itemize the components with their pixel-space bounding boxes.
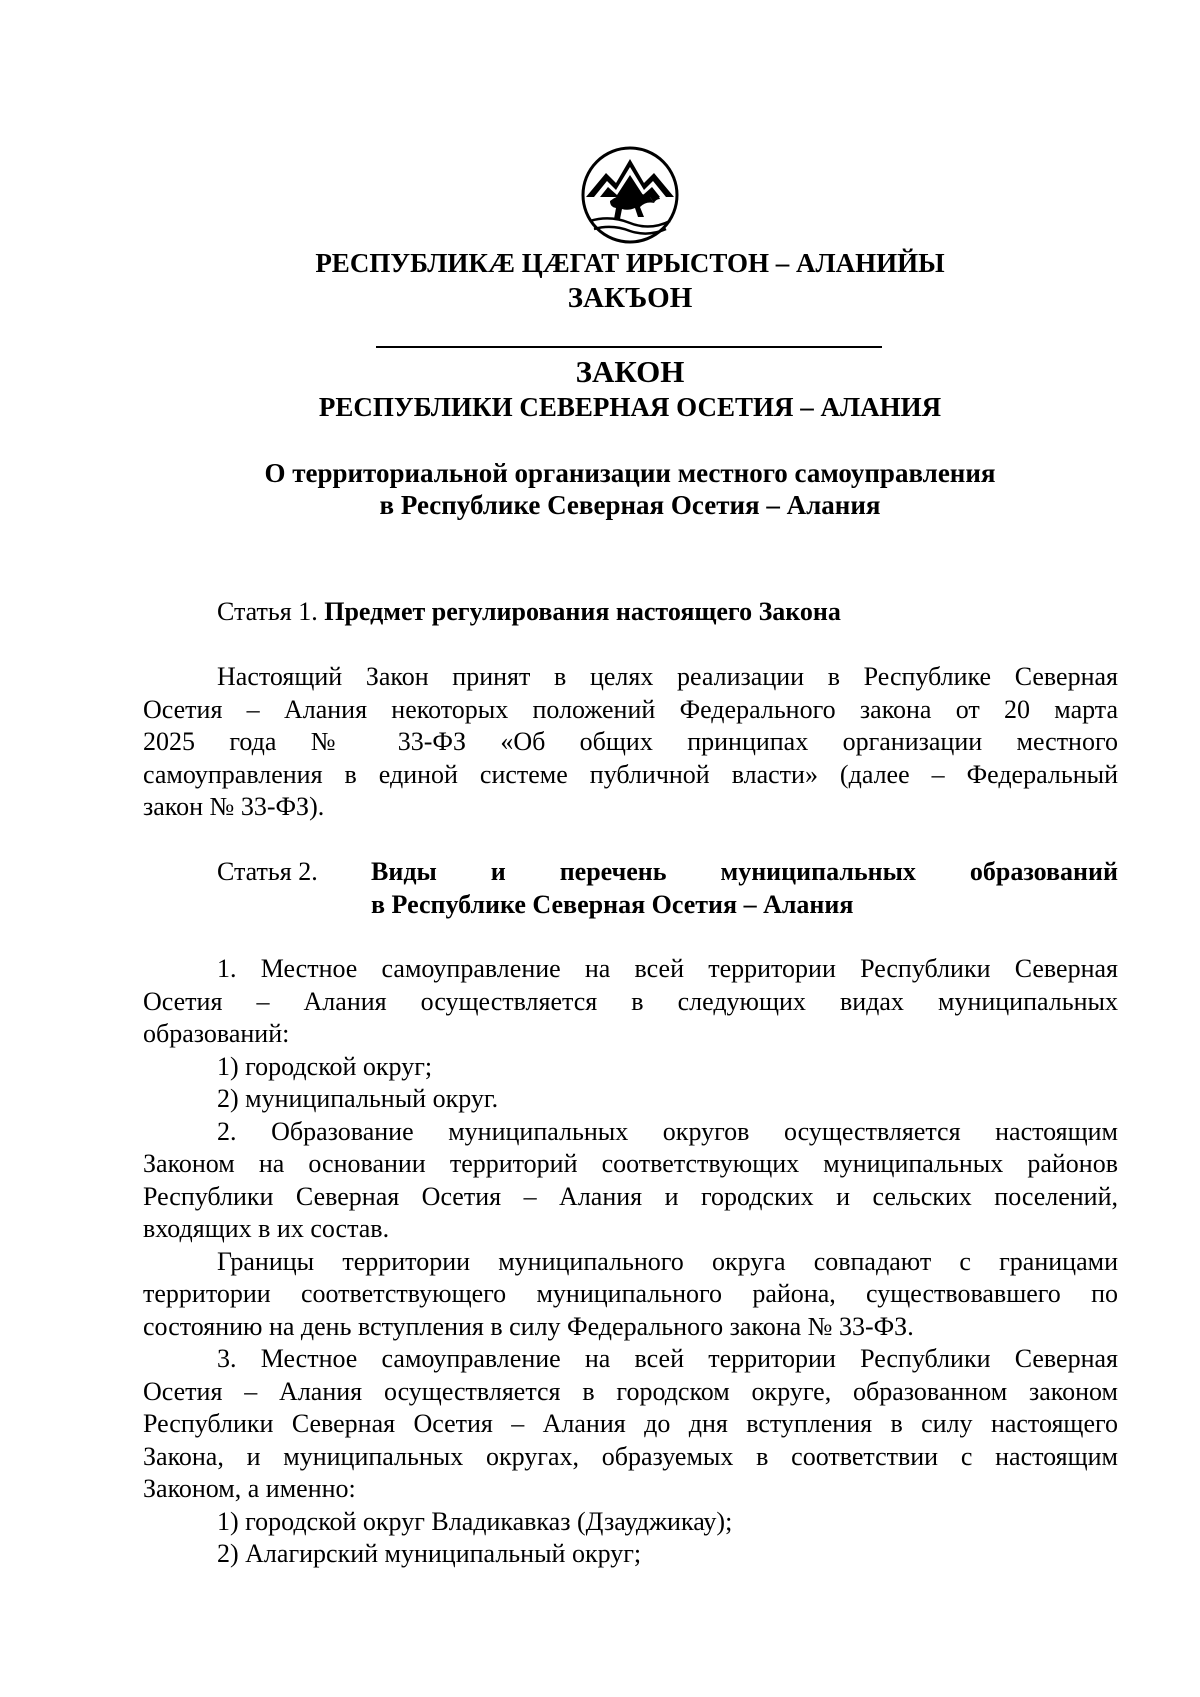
paragraph-line: Осетия – Алания осуществляется в городском округе, образованном законом — [143, 1376, 1118, 1406]
russian-republic-title: РЕСПУБЛИКИ СЕВЕРНАЯ ОСЕТИЯ – АЛАНИЯ — [318, 392, 942, 422]
paragraph-line: закон № 33-ФЗ). — [143, 792, 325, 821]
header-divider — [376, 346, 882, 348]
ossetian-republic-title: РЕСПУБЛИКӔ ЦӔГАТ ИРЫСТОН – АЛАНИЙЫ — [315, 248, 945, 278]
paragraph-line: 1. Местное самоуправление на всей территории Республики Северная — [217, 954, 1118, 983]
paragraph-line: Законом на основании территорий соответствующих муниципальных районов — [143, 1149, 1118, 1178]
paragraph-line: Настоящий Закон принят в целях реализации в Республике Северная — [217, 662, 1118, 691]
paragraph-line: Осетия – Алания осуществляется в следующих видах муниципальных — [143, 986, 1118, 1016]
paragraph-line: 2025 года № 33-ФЗ «Об общих принципах организации местного — [143, 727, 1118, 756]
list-item: 2) Алагирский муниципальный округ; — [217, 1539, 642, 1568]
paragraph-line: Республики Северная Осетия – Алания и городских и сельских поселений, — [143, 1181, 1118, 1211]
list-item: 2) муниципальный округ. — [217, 1084, 499, 1113]
article-1-heading — [143, 596, 1192, 629]
article-title: в Республике Северная Осетия – Алания — [371, 889, 854, 919]
paragraph-line: Законом, а именно: — [143, 1474, 356, 1503]
paragraph-line: самоуправления в единой системе публичной власти» (далее – Федеральный — [143, 759, 1118, 789]
coat-of-arms-emblem — [580, 145, 680, 245]
paragraph-line: Осетия – Алания некоторых положений Федерального закона от 20 марта — [143, 694, 1118, 724]
paragraph-line: образований: — [143, 1019, 290, 1048]
ossetian-law-title: ЗАКЪОН — [567, 282, 693, 314]
paragraph-line: входящих в их состав. — [143, 1214, 390, 1243]
list-item: 1) городской округ Владикавказ (Дзауджикау); — [217, 1506, 733, 1536]
paragraph-line: территории соответствующего муниципального района, существовавшего по — [143, 1279, 1118, 1308]
paragraph-line: 3. Местное самоуправление на всей территории Республики Северная — [217, 1344, 1118, 1373]
paragraph-line: состоянию на день вступления в силу Федерального закона № 33-ФЗ. — [143, 1311, 914, 1341]
russian-law-title: ЗАКОН — [575, 354, 685, 389]
list-item: 1) городской округ; — [217, 1051, 433, 1081]
article-1-body — [143, 661, 1118, 824]
article-2-body — [143, 953, 1118, 1571]
article-label: Статья 1. — [217, 597, 318, 626]
article-title: Предмет регулирования настоящего Закона — [324, 597, 841, 626]
paragraph-line: 2. Образование муниципальных округов осуществляется настоящим — [217, 1116, 1118, 1146]
document-title-line: О территориальной организации местного самоуправления — [264, 458, 996, 488]
document-title-line: в Республике Северная Осетия – Алания — [379, 490, 881, 520]
paragraph-line: Закона, и муниципальных округах, образуемых в соответствии с настоящим — [143, 1441, 1118, 1471]
article-label: Статья 2. — [217, 857, 318, 886]
paragraph-line: Границы территории муниципального округа совпадают с границами — [217, 1246, 1118, 1276]
paragraph-line: Республики Северная Осетия – Алания до дня вступления в силу настоящего — [143, 1409, 1118, 1438]
article-title: Виды и перечень муниципальных образований — [371, 857, 1118, 886]
